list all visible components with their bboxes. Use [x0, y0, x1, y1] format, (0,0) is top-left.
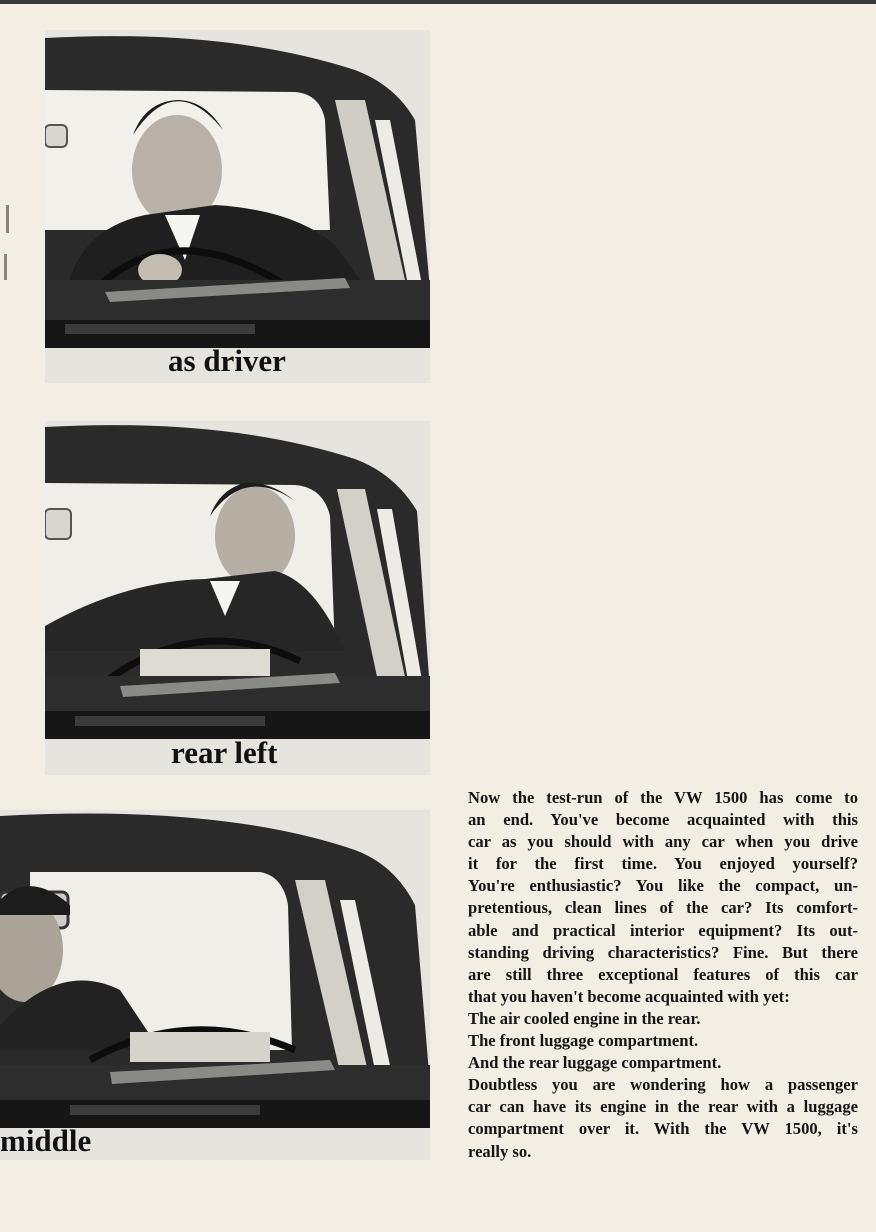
- text-line: an end. You've become acquainted with this: [468, 810, 858, 830]
- text-line: compartment over it. With the VW 1500, it's: [468, 1119, 858, 1139]
- text-line: The air cooled engine in the rear.: [468, 1008, 701, 1028]
- photo-rear-left: [45, 421, 430, 775]
- page-top-rule: [0, 0, 876, 4]
- car-window-illustration: [45, 30, 430, 383]
- text-line: Doubtless you are wondering how a passenger: [468, 1075, 858, 1095]
- text-line: that you haven't become acquainted with yet:: [468, 986, 790, 1006]
- text-line: Now the test-run of the VW 1500 has come to: [468, 788, 858, 807]
- car-window-illustration: [0, 810, 430, 1160]
- text-line: The front luggage compartment.: [468, 1031, 699, 1051]
- caption-middle: middle: [0, 1123, 92, 1158]
- photo-as-driver: [45, 30, 430, 383]
- text-line: able and practical interior equipment? Its out-: [468, 920, 858, 940]
- car-window-illustration: [45, 421, 430, 775]
- text-line: You're enthusiastic? You like the compact, un-: [468, 876, 858, 896]
- caption-rear-left: rear left: [171, 735, 278, 770]
- caption-as-driver: as driver: [168, 343, 286, 378]
- binding-mark: [4, 254, 7, 280]
- body-text-paragraph: [468, 787, 858, 1163]
- text-line: standing driving characteristics? Fine. But there: [468, 942, 858, 962]
- text-line: car can have its engine in the rear with a luggage: [468, 1097, 858, 1117]
- photo-middle: [0, 810, 430, 1160]
- text-line: are still three exceptional features of this car: [468, 964, 858, 984]
- text-line: it for the first time. You enjoyed yourself?: [468, 854, 858, 874]
- binding-mark: [6, 205, 9, 233]
- text-line: really so.: [468, 1141, 532, 1161]
- text-line: car as you should with any car when you drive: [468, 832, 858, 852]
- text-line: And the rear luggage compartment.: [468, 1053, 722, 1073]
- text-line: pretentious, clean lines of the car? Its comfort-: [468, 898, 858, 918]
